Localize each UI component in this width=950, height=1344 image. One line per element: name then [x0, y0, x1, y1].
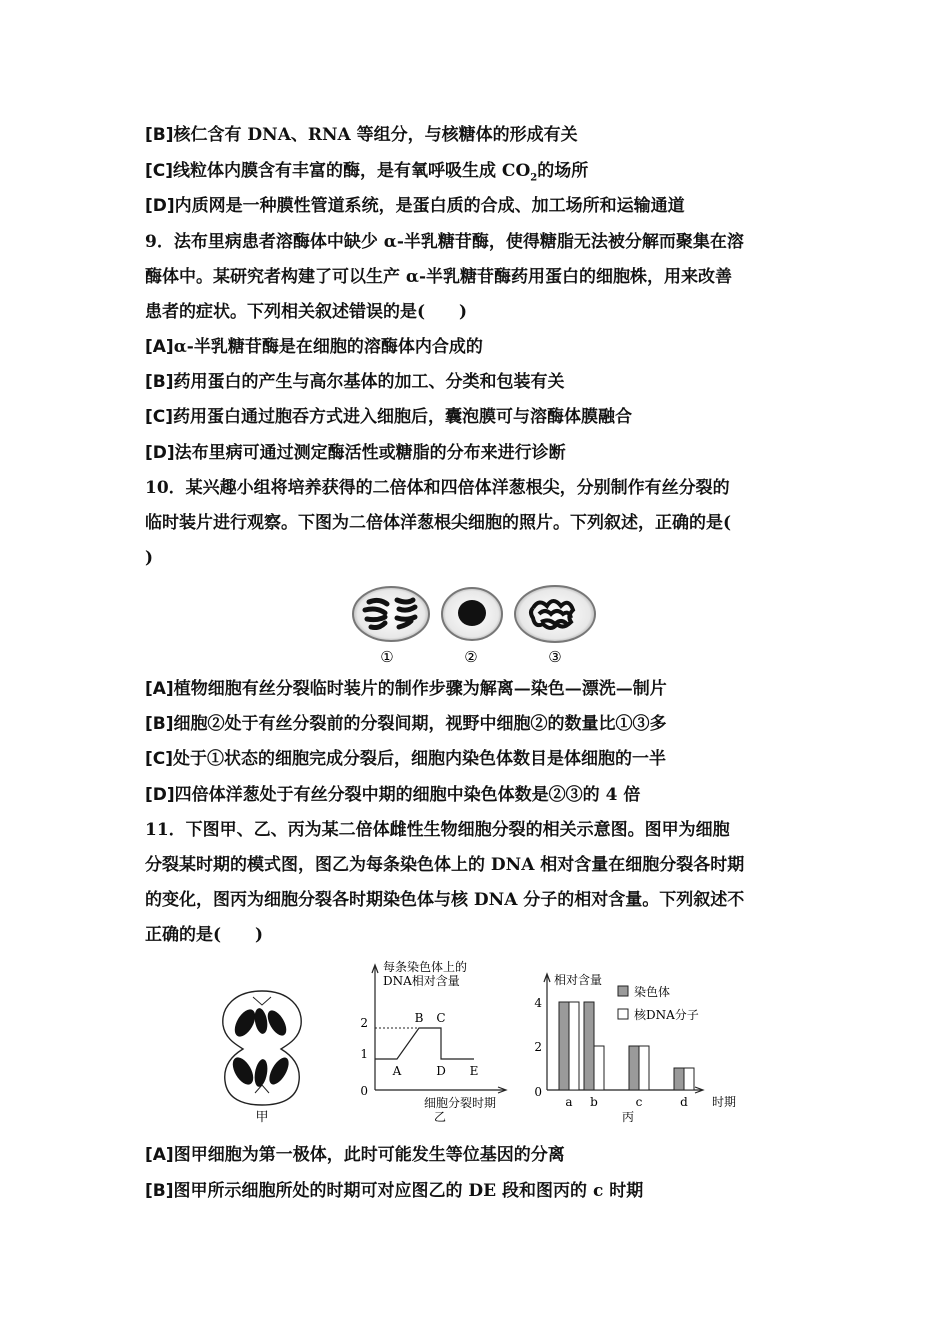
fig-jia-caption: 甲 — [255, 1110, 269, 1125]
y-axis-label-line2: DNA相对含量 — [383, 974, 460, 988]
option-text-end: 的场所 — [537, 161, 589, 181]
q10-option-d[interactable] — [145, 784, 640, 806]
option-tag: [A] — [145, 1145, 174, 1165]
cell-label-2: ② — [464, 648, 478, 666]
legend-label-chromosome: 染色体 — [634, 985, 671, 999]
option-tag: [A] — [145, 337, 174, 357]
q11-stem-line: 的变化，图丙为细胞分裂各时期染色体与核 DNA 分子的相对含量。下列叙述不 — [145, 890, 745, 910]
cell-3-prophase — [515, 586, 595, 642]
fig-yi-caption: 乙 — [433, 1110, 447, 1124]
legend-swatch-nuclear-dna — [618, 1009, 628, 1019]
option-tag: [C] — [145, 161, 174, 181]
y-tick-4: 4 — [534, 996, 542, 1010]
option-text: 图甲细胞为第一极体，此时可能发生等位基因的分离 — [173, 1145, 565, 1165]
q9-option-d[interactable] — [145, 442, 566, 464]
point-label-D: D — [436, 1064, 446, 1078]
option-tag: [C] — [145, 749, 174, 769]
q10-option-b[interactable] — [145, 713, 667, 735]
q9-stem-line: 酶体中。某研究者构建了可以生产 α-半乳糖苷酶药用蛋白的细胞株，用来改善 — [145, 267, 733, 287]
subscript: 2 — [530, 172, 538, 184]
cell-1-anaphase — [353, 587, 429, 641]
option-text: 细胞②处于有丝分裂前的分裂间期，视野中细胞②的数量比①③多 — [173, 714, 667, 734]
q10-stem-line: 10．某兴趣小组将培养获得的二倍体和四倍体洋葱根尖，分别制作有丝分裂的 — [145, 478, 730, 498]
cell-2-interphase — [442, 588, 502, 640]
option-text: 核仁含有 DNA、RNA 等组分，与核糖体的形成有关 — [173, 125, 578, 145]
q11-option-a[interactable] — [145, 1144, 565, 1166]
option-text: 线粒体内膜含有丰富的酶，是有氧呼吸生成 CO — [173, 161, 531, 181]
option-text: 内质网是一种膜性管道系统，是蛋白质的合成、加工场所和运输通道 — [174, 196, 685, 216]
option-tag: [B] — [145, 714, 174, 734]
point-label-E: E — [469, 1064, 479, 1078]
option-tag: [B] — [145, 125, 174, 145]
q9-stem-line: 9．法布里病患者溶酶体中缺少 α-半乳糖苷酶，使得糖脂无法被分解而聚集在溶 — [145, 232, 744, 252]
category-label-c: c — [635, 1095, 643, 1109]
bar-b-chromosome — [584, 1002, 594, 1090]
fig-yi-line-chart — [350, 955, 525, 1125]
q9-option-a[interactable] — [145, 336, 483, 358]
y-axis-label: 相对含量 — [554, 973, 603, 987]
option-text: 法布里病可通过测定酶活性或糖脂的分布来进行诊断 — [174, 443, 566, 463]
fig-bing-caption: 丙 — [621, 1110, 635, 1124]
option-tag: [B] — [145, 372, 174, 392]
category-label-a: a — [565, 1095, 573, 1109]
option-tag: [C] — [145, 407, 174, 427]
option-text: 植物细胞有丝分裂临时装片的制作步骤为解离—染色—漂洗—制片 — [173, 679, 667, 699]
category-label-b: b — [590, 1095, 598, 1109]
bar-d-nuclear-dna — [684, 1068, 694, 1090]
option-text: 图甲所示细胞所处的时期可对应图乙的 DE 段和图丙的 c 时期 — [173, 1181, 644, 1201]
option-tag: [A] — [145, 679, 174, 699]
bar-c-chromosome — [629, 1046, 639, 1090]
cell-label-1: ① — [380, 648, 394, 666]
y-tick-0: 0 — [360, 1084, 368, 1098]
option-text: 药用蛋白通过胞吞方式进入细胞后，囊泡膜可与溶酶体膜融合 — [173, 407, 633, 427]
option-text: 药用蛋白的产生与高尔基体的加工、分类和包装有关 — [173, 372, 565, 392]
category-label-d: d — [680, 1095, 688, 1109]
option-text: α-半乳糖苷酶是在细胞的溶酶体内合成的 — [173, 337, 483, 357]
q10-stem-line: 临时装片进行观察。下图为二倍体洋葱根尖细胞的照片。下列叙述，正确的是( — [145, 513, 732, 533]
q11-stem-line: 正确的是( ) — [145, 925, 264, 945]
point-label-C: C — [436, 1011, 446, 1025]
option-tag: [D] — [145, 443, 175, 463]
q11-option-b[interactable] — [145, 1180, 643, 1202]
y-tick-2: 2 — [360, 1016, 368, 1030]
option-text: 四倍体洋葱处于有丝分裂中期的细胞中染色体数是②③的 4 倍 — [174, 785, 641, 805]
q8-option-c[interactable] — [145, 160, 588, 189]
q9-option-b[interactable] — [145, 371, 565, 393]
x-axis-label: 细胞分裂时期 — [423, 1096, 497, 1110]
bar-d-chromosome — [674, 1068, 684, 1090]
q8-option-d[interactable] — [145, 195, 685, 217]
y-tick-1: 1 — [360, 1047, 368, 1061]
cell-label-3: ③ — [548, 648, 562, 666]
bar-b-nuclear-dna — [594, 1046, 604, 1090]
point-label-A: A — [392, 1064, 402, 1078]
onion-cell-photo-figure — [345, 582, 605, 668]
y-axis-label-line1: 每条染色体上的 — [383, 960, 468, 974]
q11-stem-line: 11．下图甲、乙、丙为某二倍体雌性生物细胞分裂的相关示意图。图甲为细胞 — [145, 820, 730, 840]
q10-option-c[interactable] — [145, 748, 666, 770]
option-tag: [D] — [145, 196, 175, 216]
q9-option-c[interactable] — [145, 406, 632, 428]
fig-bing-bar-chart — [532, 968, 737, 1128]
q9-stem-line: 患者的症状。下列相关叙述错误的是( ) — [145, 302, 468, 322]
q11-stem-line: 分裂某时期的模式图，图乙为每条染色体上的 DNA 相对含量在细胞分裂各时期 — [145, 855, 745, 875]
q8-option-b[interactable] — [145, 124, 578, 146]
q10-stem-line: ) — [145, 548, 154, 568]
y-tick-2: 2 — [534, 1040, 542, 1054]
fig-jia-cell-diagram — [215, 985, 310, 1125]
option-tag: [D] — [145, 785, 175, 805]
dna-content-line — [375, 1028, 474, 1059]
bar-a-nuclear-dna — [569, 1002, 579, 1090]
bar-a-chromosome — [559, 1002, 569, 1090]
legend-label-nuclear-dna: 核DNA分子 — [634, 1008, 699, 1022]
bar-c-nuclear-dna — [639, 1046, 649, 1090]
legend-swatch-chromosome — [618, 986, 628, 996]
option-tag: [B] — [145, 1181, 174, 1201]
point-label-B: B — [414, 1011, 424, 1025]
x-axis-label: 时期 — [712, 1095, 737, 1109]
y-tick-0: 0 — [534, 1085, 542, 1099]
option-text: 处于①状态的细胞完成分裂后，细胞内染色体数目是体细胞的一半 — [173, 749, 667, 769]
q10-option-a[interactable] — [145, 678, 667, 700]
